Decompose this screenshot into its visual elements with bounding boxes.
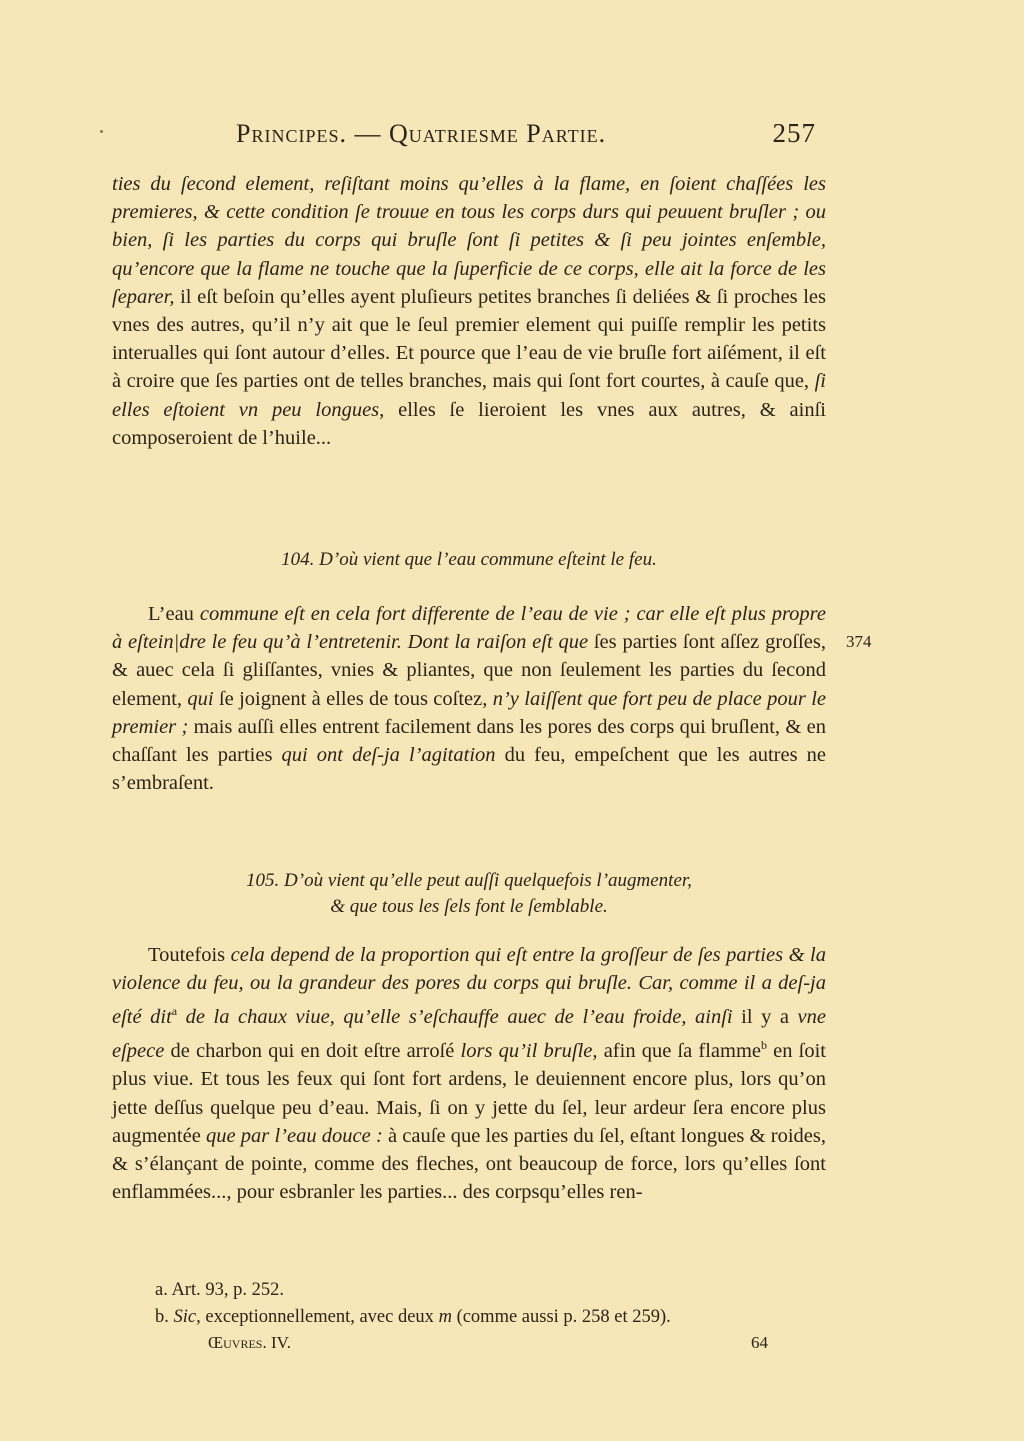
text-run: lors qu’il bruſle, xyxy=(460,1040,598,1063)
text-run: de la chaux viue, qu’elle s’eſchauffe auec de l’eau froide, ainſi xyxy=(177,1006,733,1029)
running-title: Principes. — Quatriesme Partie. xyxy=(236,119,607,148)
text-run: elles ſe lieroient les vnes aux autres, & ainſi composeroient de l’huile... xyxy=(112,398,826,449)
footnote-b xyxy=(155,1304,855,1331)
text-run: afin que ſa flamme xyxy=(597,1040,762,1063)
text-run: ſes parties ſont aſſez groſſes, & auec cela ſi gliſſantes, vnies & pliantes, que non ſeulement les parties du ſecond element, xyxy=(112,631,826,710)
paragraph-body xyxy=(112,600,826,797)
text-run: a xyxy=(171,1004,178,1019)
text-run: du feu, empeſchent que les autres ne s’embraſent. xyxy=(112,744,827,795)
text-run: que par l’eau douce : xyxy=(206,1124,383,1147)
text-run: b xyxy=(761,1038,768,1053)
margin-reference-number: 374 xyxy=(846,632,872,651)
running-header xyxy=(236,118,816,149)
text-run: qui xyxy=(187,687,214,710)
footnote-b-sic: Sic, xyxy=(173,1307,201,1327)
heading-line-2: & que tous les ſels font le ſemblable. xyxy=(330,896,608,917)
text-run: à cauſe que les parties du ſel, eſtant longues & roides, & s’élançant de pointe, comme des fleches, ont beaucoup de force, lors qu’elles ſont enflammées..., pour esbranler les parties... des corpsqu’elles ren- xyxy=(112,1124,826,1204)
text-run: ſe joignent à elles de tous coſtez, xyxy=(213,687,493,710)
text-run: cela depend de la proportion qui eſt entre la groſſeur de ſes parties & la violence du feu, ou la grandeur des pores du corps qui bruſle. Car, comme il a deſ-ja eſté dit xyxy=(112,944,826,1029)
text-run: ſi elles eſtoient vn peu longues, xyxy=(112,370,826,421)
section-heading-105 xyxy=(112,868,826,920)
footnote-b-text: exceptionnellement, avec deux xyxy=(200,1307,439,1327)
text-run: mais auſſi elles entrent facilement dans les pores des corps qui bruſlent, & en chaſſant les parties xyxy=(112,715,826,767)
signature-volume: Œuvres. IV. xyxy=(208,1333,291,1352)
paragraph-104 xyxy=(112,600,826,797)
paragraph-body xyxy=(112,170,826,452)
text-run: L’eau xyxy=(148,603,200,625)
text-run: vne eſpece xyxy=(112,1006,826,1063)
paragraph-105 xyxy=(112,941,826,1206)
text-run: il eſt beſoin qu’elles ayent pluſieurs petites branches ſi deliées & ſi proches les vnes des autres, qu’il n’y ait que le ſeul premier element qui puiſſe remplir les petits interualles qui ſont autour d’elles. Et pource que l’eau de vie bruſle fort aiſément, il eſt à croire que ſes parties ont de telles branches, mais qui ſont fort courtes, à cauſe que, xyxy=(112,285,826,393)
footnote-b-marker: b. xyxy=(155,1307,174,1327)
page-speck xyxy=(100,130,103,133)
signature-number: 64 xyxy=(751,1333,768,1352)
text-run: de charbon qui en doit eſtre arroſé xyxy=(164,1040,461,1063)
text-run: commune eſt en cela fort differente de l’eau de vie ; car elle eſt plus propre à eſtein|dre le feu qu’à l’entretenir. Dont la raiſon eſt que xyxy=(112,603,826,654)
paragraph-continuation xyxy=(112,170,826,452)
text-run: il y a xyxy=(732,1006,798,1029)
footnote-b-end: (comme aussi p. 258 et 259). xyxy=(451,1307,671,1327)
page-number: 257 xyxy=(772,118,816,148)
text-run: qui ont deſ-ja l’agitation xyxy=(281,744,496,767)
text-run: ties du ſecond element, reſiſtant moins qu’elles à la flame, en ſoient chaſſées les premieres, & cette condition ſe trouue en tous les corps durs qui peuuent bruſler ; ou bien, ſi les parties du corps qui bruſle ſont ſi petites & ſi peu jointes enſemble, qu’encore que la flame ne touche que la ſuperficie de ce corps, elle ait la force de les ſeparer, xyxy=(112,173,826,308)
footnote-b-m: m xyxy=(438,1307,452,1327)
text-run: en ſoit plus viue. Et tous les feux qui ſont fort ardens, le deuiennent encore plus, lors qu’on jette deſſus quelque peu d’eau. Mais, ſi on y jette du ſel, leur ardeur ſera encore plus augmentée xyxy=(112,1040,826,1147)
text-run: Toutefois xyxy=(148,944,231,966)
section-heading-104: 104. D’où vient que l’eau commune eſteint le feu. xyxy=(281,549,657,570)
text-run: n’y laiſſent que fort peu de place pour le premier ; xyxy=(112,687,826,738)
footnote-a: a. Art. 93, p. 252. xyxy=(155,1280,284,1300)
paragraph-body xyxy=(112,941,826,1206)
heading-line-1: 105. D’où vient qu’elle peut auſſi quelquefois l’augmenter, xyxy=(246,870,692,891)
signature-line xyxy=(208,1333,768,1353)
footnotes xyxy=(155,1277,855,1331)
